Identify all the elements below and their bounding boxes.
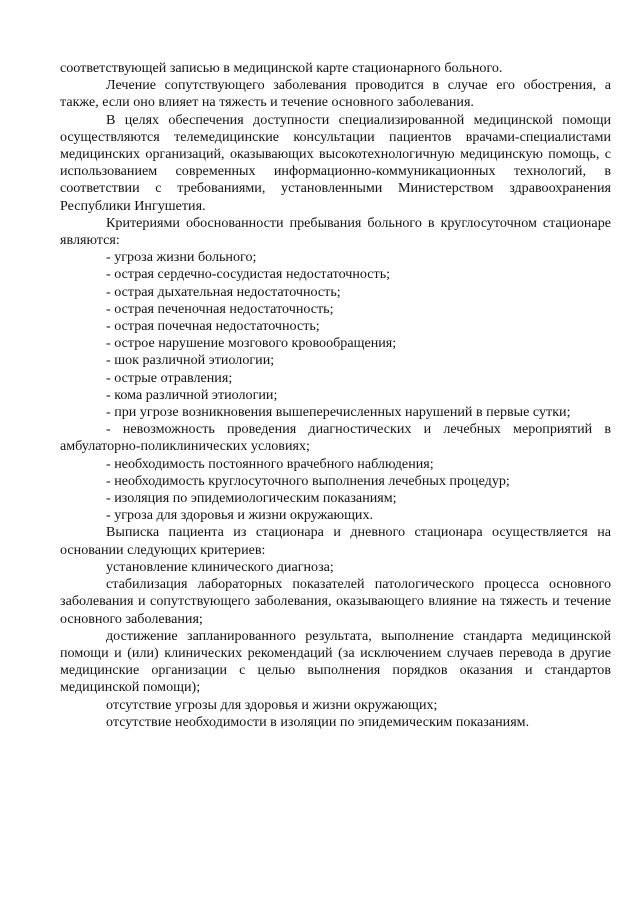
list-item-stay-criterion: - необходимость круглосуточного выполнения лечебных процедур;: [106, 472, 510, 489]
list-item-stay-criterion: - угроза жизни больного;: [106, 249, 257, 266]
list-item-stay-criterion: - угроза для здоровья и жизни окружающих.: [106, 507, 374, 524]
list-item-discharge-criterion: стабилизация лабораторных показателей патологического процесса основного заболевания и сопутствующего заболевания, оказывающего влияние на тяжесть и течение основного заболевания;: [60, 576, 611, 627]
list-item-stay-criterion: - острая печеночная недостаточность;: [106, 300, 334, 317]
list-item-stay-criterion: - кома различной этиологии;: [106, 386, 278, 403]
list-item-stay-criterion: - изоляция по эпидемиологическим показаниям;: [106, 490, 397, 507]
list-item-stay-criterion: - необходимость постоянного врачебного наблюдения;: [106, 455, 434, 472]
list-item-discharge-criterion: отсутствие необходимости в изоляции по эпидемическим показаниям.: [106, 713, 530, 730]
list-item-stay-criterion: - острые отравления;: [106, 369, 233, 386]
paragraph-stay-criteria-intro: Критериями обоснованности пребывания больного в круглосуточном стационаре являются:: [60, 214, 611, 249]
document-page: [60, 60, 611, 731]
paragraph-telemedicine: В целях обеспечения доступности специализированной медицинской помощи осуществляются телемедицинские консультации пациентов врачами-специалистами медицинских организаций, оказывающих высокотехнологичную медицинскую помощь, с использованием современных информационно-коммуникационных технологий, в соответствии с требованиями, установленными Министерством здравоохранения Республики Ингушетия.: [60, 111, 611, 214]
list-item-discharge-criterion: отсутствие угрозы для здоровья и жизни окружающих;: [106, 696, 438, 713]
list-item-discharge-criterion: достижение запланированного результата, выполнение стандарта медицинской помощи и (или) клинических рекомендаций (за исключением случаев перевода в другие медицинские организации с целью выполнения порядков оказания и стандартов медицинской помощи);: [60, 627, 611, 696]
paragraph-discharge-intro: Выписка пациента из стационара и дневного стационара осуществляется на основании следующих критериев:: [60, 524, 611, 558]
list-item-stay-criterion: - острая сердечно-сосудистая недостаточность;: [106, 266, 391, 283]
list-item-discharge-criterion: установление клинического диагноза;: [106, 558, 334, 575]
list-item-stay-criterion: - острое нарушение мозгового кровообращения;: [106, 335, 397, 352]
list-item-stay-criterion: - острая почечная недостаточность;: [106, 318, 320, 335]
list-item-stay-criterion: - острая дыхательная недостаточность;: [106, 283, 341, 300]
paragraph-record-continuation: соответствующей записью в медицинской карте стационарного больного.: [60, 60, 503, 76]
list-item-stay-criterion: - при угрозе возникновения вышеперечисленных нарушений в первые сутки;: [106, 404, 571, 421]
list-item-stay-criterion: - невозможность проведения диагностических и лечебных мероприятий в амбулаторно-поликлинических условиях;: [60, 421, 611, 455]
paragraph-concomitant-treatment: Лечение сопутствующего заболевания проводится в случае его обострения, а также, если оно влияет на тяжесть и течение основного заболевания.: [60, 77, 611, 111]
list-item-stay-criterion: - шок различной этиологии;: [106, 352, 275, 369]
